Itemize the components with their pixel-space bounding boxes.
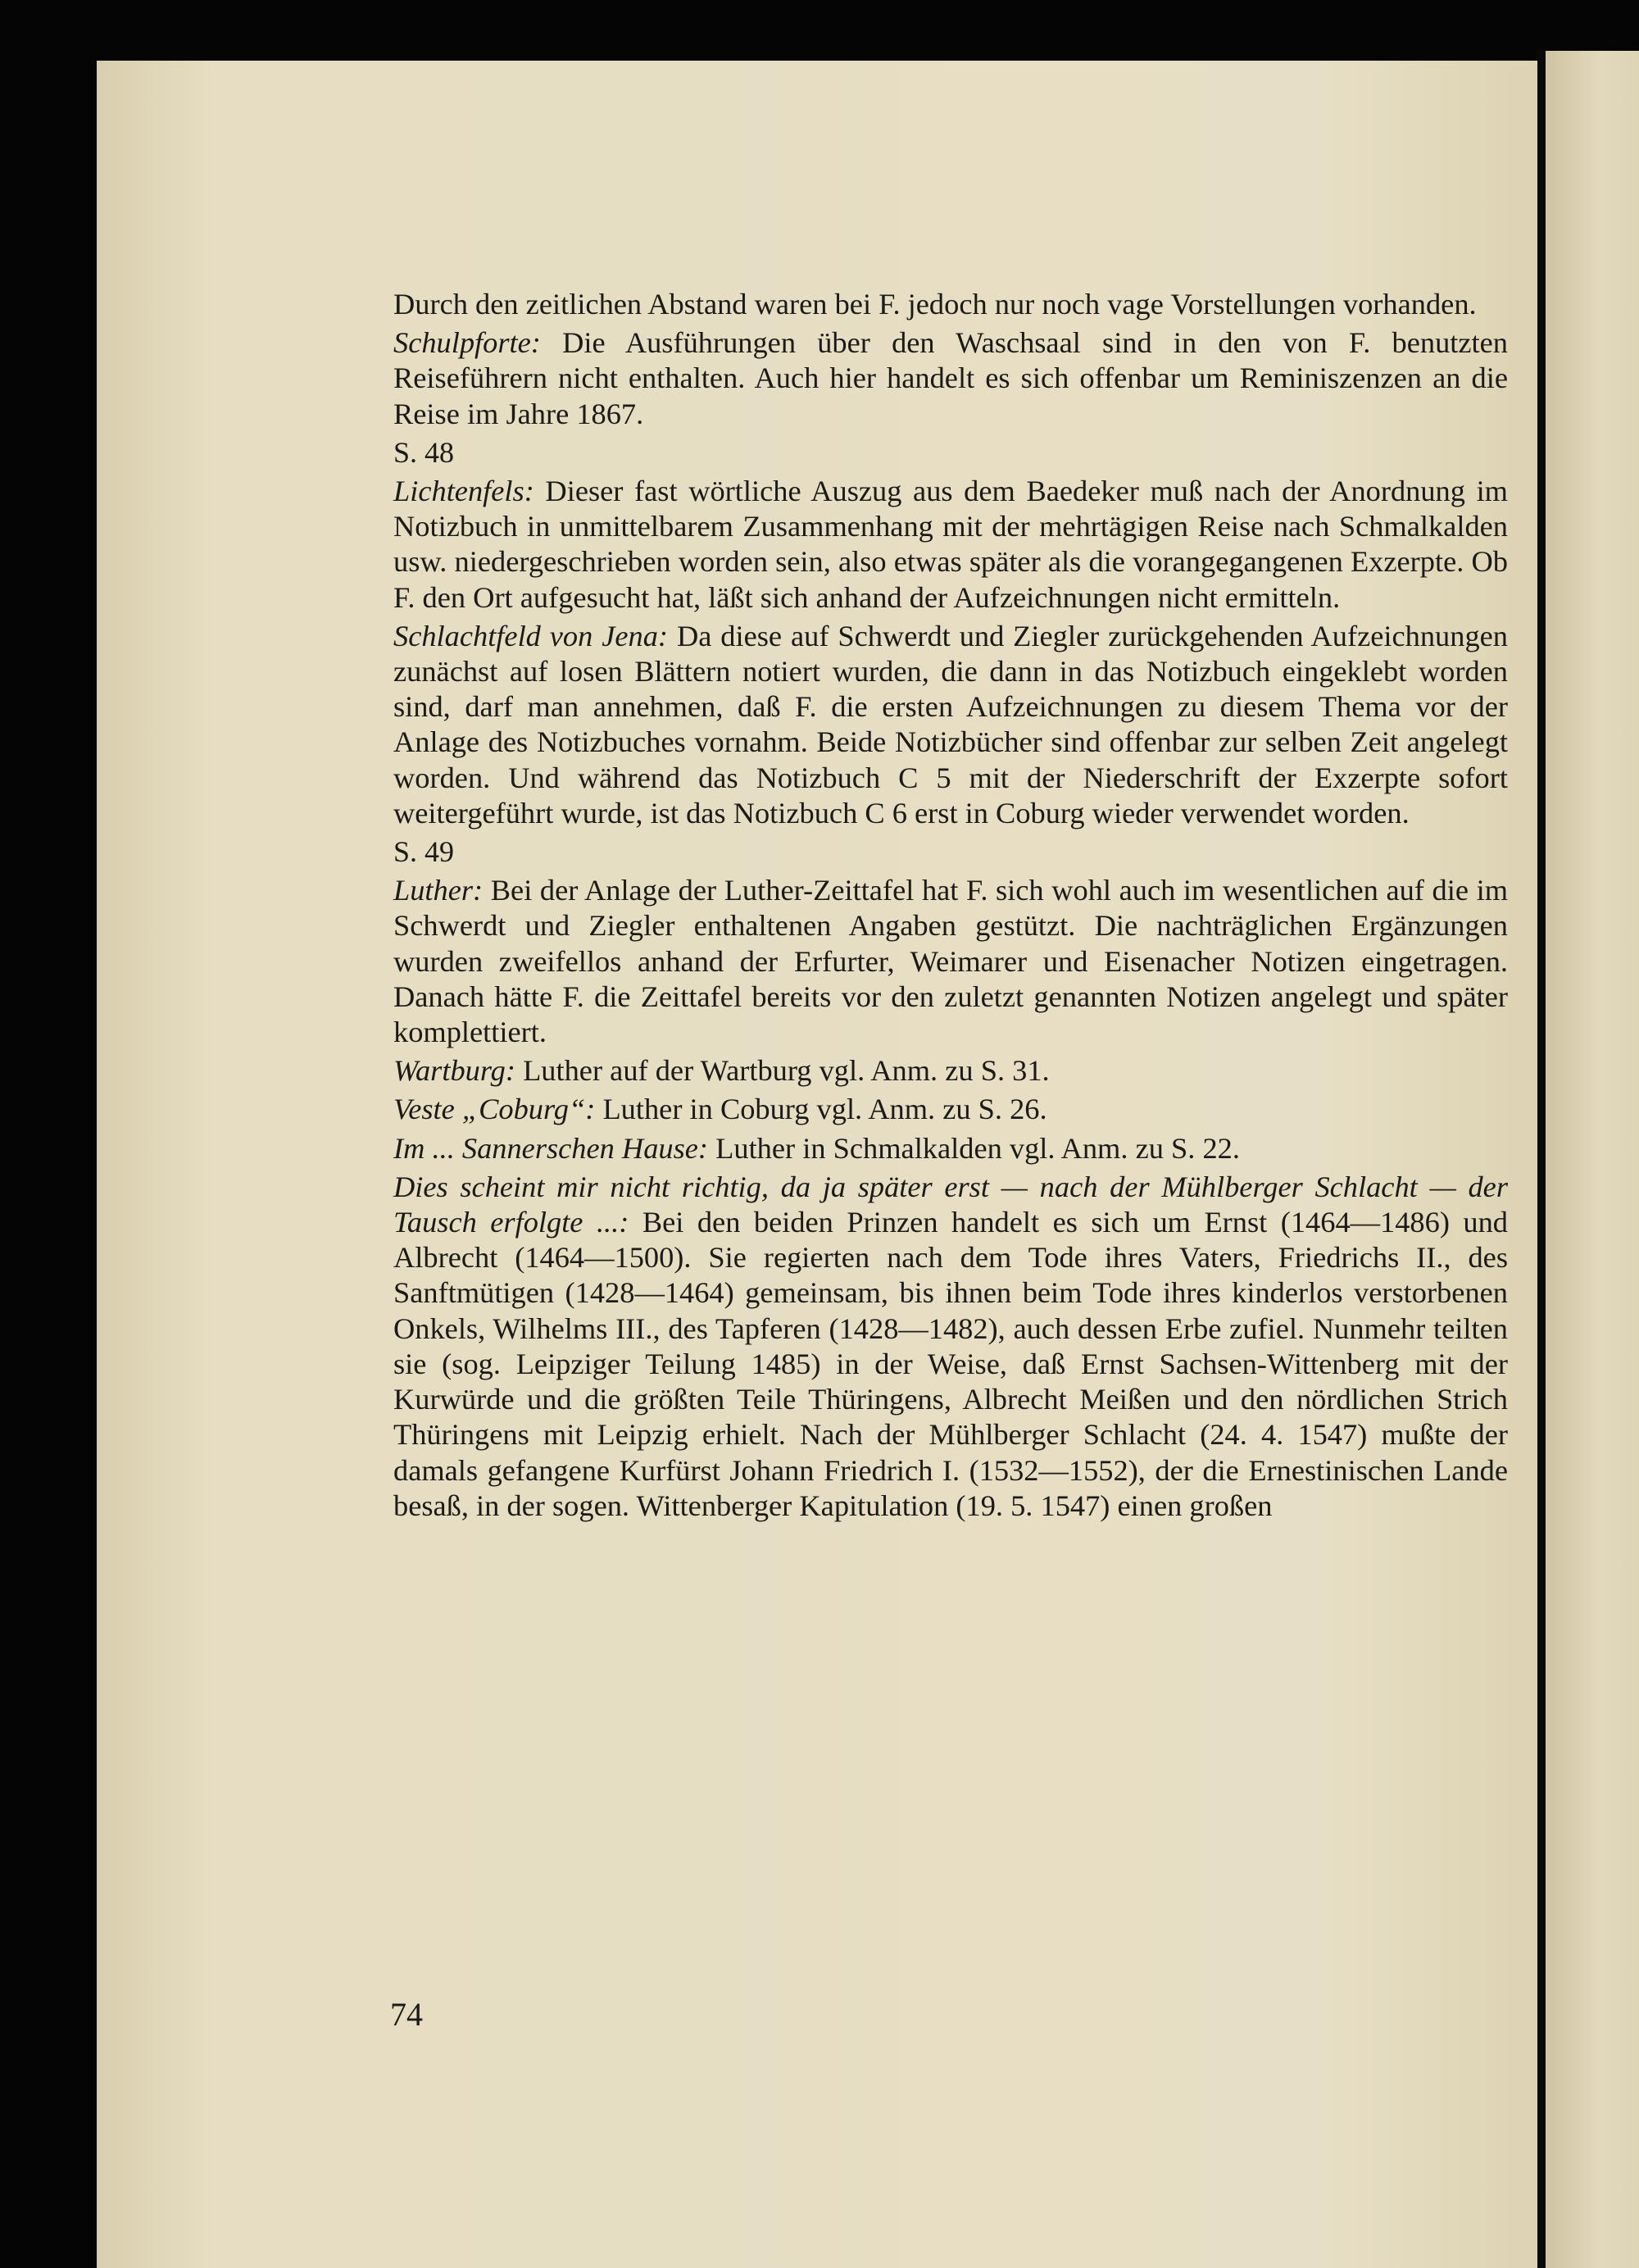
paragraph: [393, 325, 1508, 432]
page-number: 74: [390, 1996, 423, 2033]
lemma: Veste „Coburg“:: [393, 1093, 596, 1126]
lemma: Wartburg:: [393, 1054, 515, 1088]
paragraph-text: Bei der Anlage der Luther-Zeittafel hat F. sich wohl auch im wesentlichen auf die im Schwerdt und Ziegler enthaltenen Angaben gestützt. Die nachträglichen Ergänzungen wurden zweifellos anhand der Erfurter, Weimarer und Eisenacher Notizen eingetragen. Danach hätte F. die Zeittafel bereits vor den zuletzt genannten Notizen angelegt und später komplettiert.: [393, 874, 1508, 1049]
paragraph: [393, 474, 1508, 616]
paragraph: [393, 1131, 1508, 1166]
paragraph: [393, 1170, 1508, 1524]
section-heading: S. 48: [393, 435, 455, 469]
paragraph-text: Die Ausführungen über den Waschsaal sind in den von F. benutzten Reiseführern nicht enthalten. Auch hier handelt es sich offenbar um Reminiszenzen an die Reise im Jahre 1867.: [393, 326, 1508, 430]
paragraph-text: Da diese auf Schwerdt und Ziegler zurückgehenden Aufzeichnungen zunächst auf losen Blättern notiert wurden, die dann in das Notizbuch eingeklebt worden sind, darf man annehmen, daß F. die ersten Aufzeichnungen zu diesem Thema vor der Anlage des Notizbuches vornahm. Beide Notizbücher sind offenbar zur selben Zeit angelegt worden. Und während das Notizbuch C 5 mit der Niederschrift der Exzerpte sofort weitergeführt wurde, ist das Notizbuch C 6 erst in Coburg wieder verwendet worden.: [393, 619, 1508, 829]
lemma: Schlachtfeld von Jena:: [393, 619, 669, 652]
paragraph: [393, 1092, 1508, 1127]
paragraph-text: Luther in Schmalkalden vgl. Anm. zu S. 22.: [708, 1131, 1240, 1165]
paragraph-text: Luther in Coburg vgl. Anm. zu S. 26.: [595, 1093, 1047, 1126]
paragraph: [393, 619, 1508, 831]
lemma: Dies scheint mir nicht richtig, da ja später erst — nach der Mühlberger Schlacht — der Tausch erfolgte ...:: [393, 1170, 1508, 1239]
lemma: Im ... Sannerschen Hause:: [393, 1131, 709, 1165]
lemma: Luther:: [393, 874, 484, 907]
section-heading: S. 49: [393, 835, 455, 869]
lemma: Schulpforte:: [393, 326, 541, 360]
paragraph-text: Durch den zeitlichen Abstand waren bei F. jedoch nur noch vage Vorstellungen vorhanden.: [393, 288, 1477, 320]
lemma: Lichtenfels:: [393, 475, 534, 508]
facing-page-edge: [1546, 51, 1639, 2268]
paragraph: [393, 873, 1508, 1050]
paragraph: [393, 1053, 1508, 1089]
paragraph: [393, 287, 1508, 322]
page-body: [393, 287, 1508, 1527]
book-gutter: [1537, 49, 1546, 2268]
paragraph-text: Dieser fast wörtliche Auszug aus dem Baedeker muß nach der Anordnung im Notizbuch in unmittelbarem Zusammenhang mit der mehrtägigen Reise nach Schmalkalden usw. niedergeschrieben worden sein, also etwas später als die vorangegangenen Exzerpte. Ob F. den Ort aufgesucht hat, läßt sich anhand der Aufzeichnungen nicht ermitteln.: [393, 475, 1508, 614]
paragraph-text: Bei den beiden Prinzen handelt es sich um Ernst (1464—1486) und Albrecht (1464—1500). Sie regierten nach dem Tode ihres Vaters, Friedrichs II., des Sanftmütigen (1428—1464) gemeinsam, bis ihnen beim Tode ihres kinderlos verstorbenen Onkels, Wilhelms III., des Tapferen (1428—1482), auch dessen Erbe zufiel. Nunmehr teilten sie (sog. Leipziger Teilung 1485) in der Weise, daß Ernst Sachsen-Wittenberg mit der Kurwürde und die größten Teile Thüringens, Albrecht Meißen und den nördlichen Strich Thüringens mit Leipzig erhielt. Nach der Mühlberger Schlacht (24. 4. 1547) mußte der damals gefangene Kurfürst Johann Friedrich I. (1532—1552), der die Ernestinischen Lande besaß, in der sogen. Wittenberger Kapitulation (19. 5. 1547) einen großen: [393, 1206, 1508, 1522]
paragraph-text: Luther auf der Wartburg vgl. Anm. zu S. 31.: [515, 1054, 1050, 1088]
book-page: [97, 61, 1537, 2268]
